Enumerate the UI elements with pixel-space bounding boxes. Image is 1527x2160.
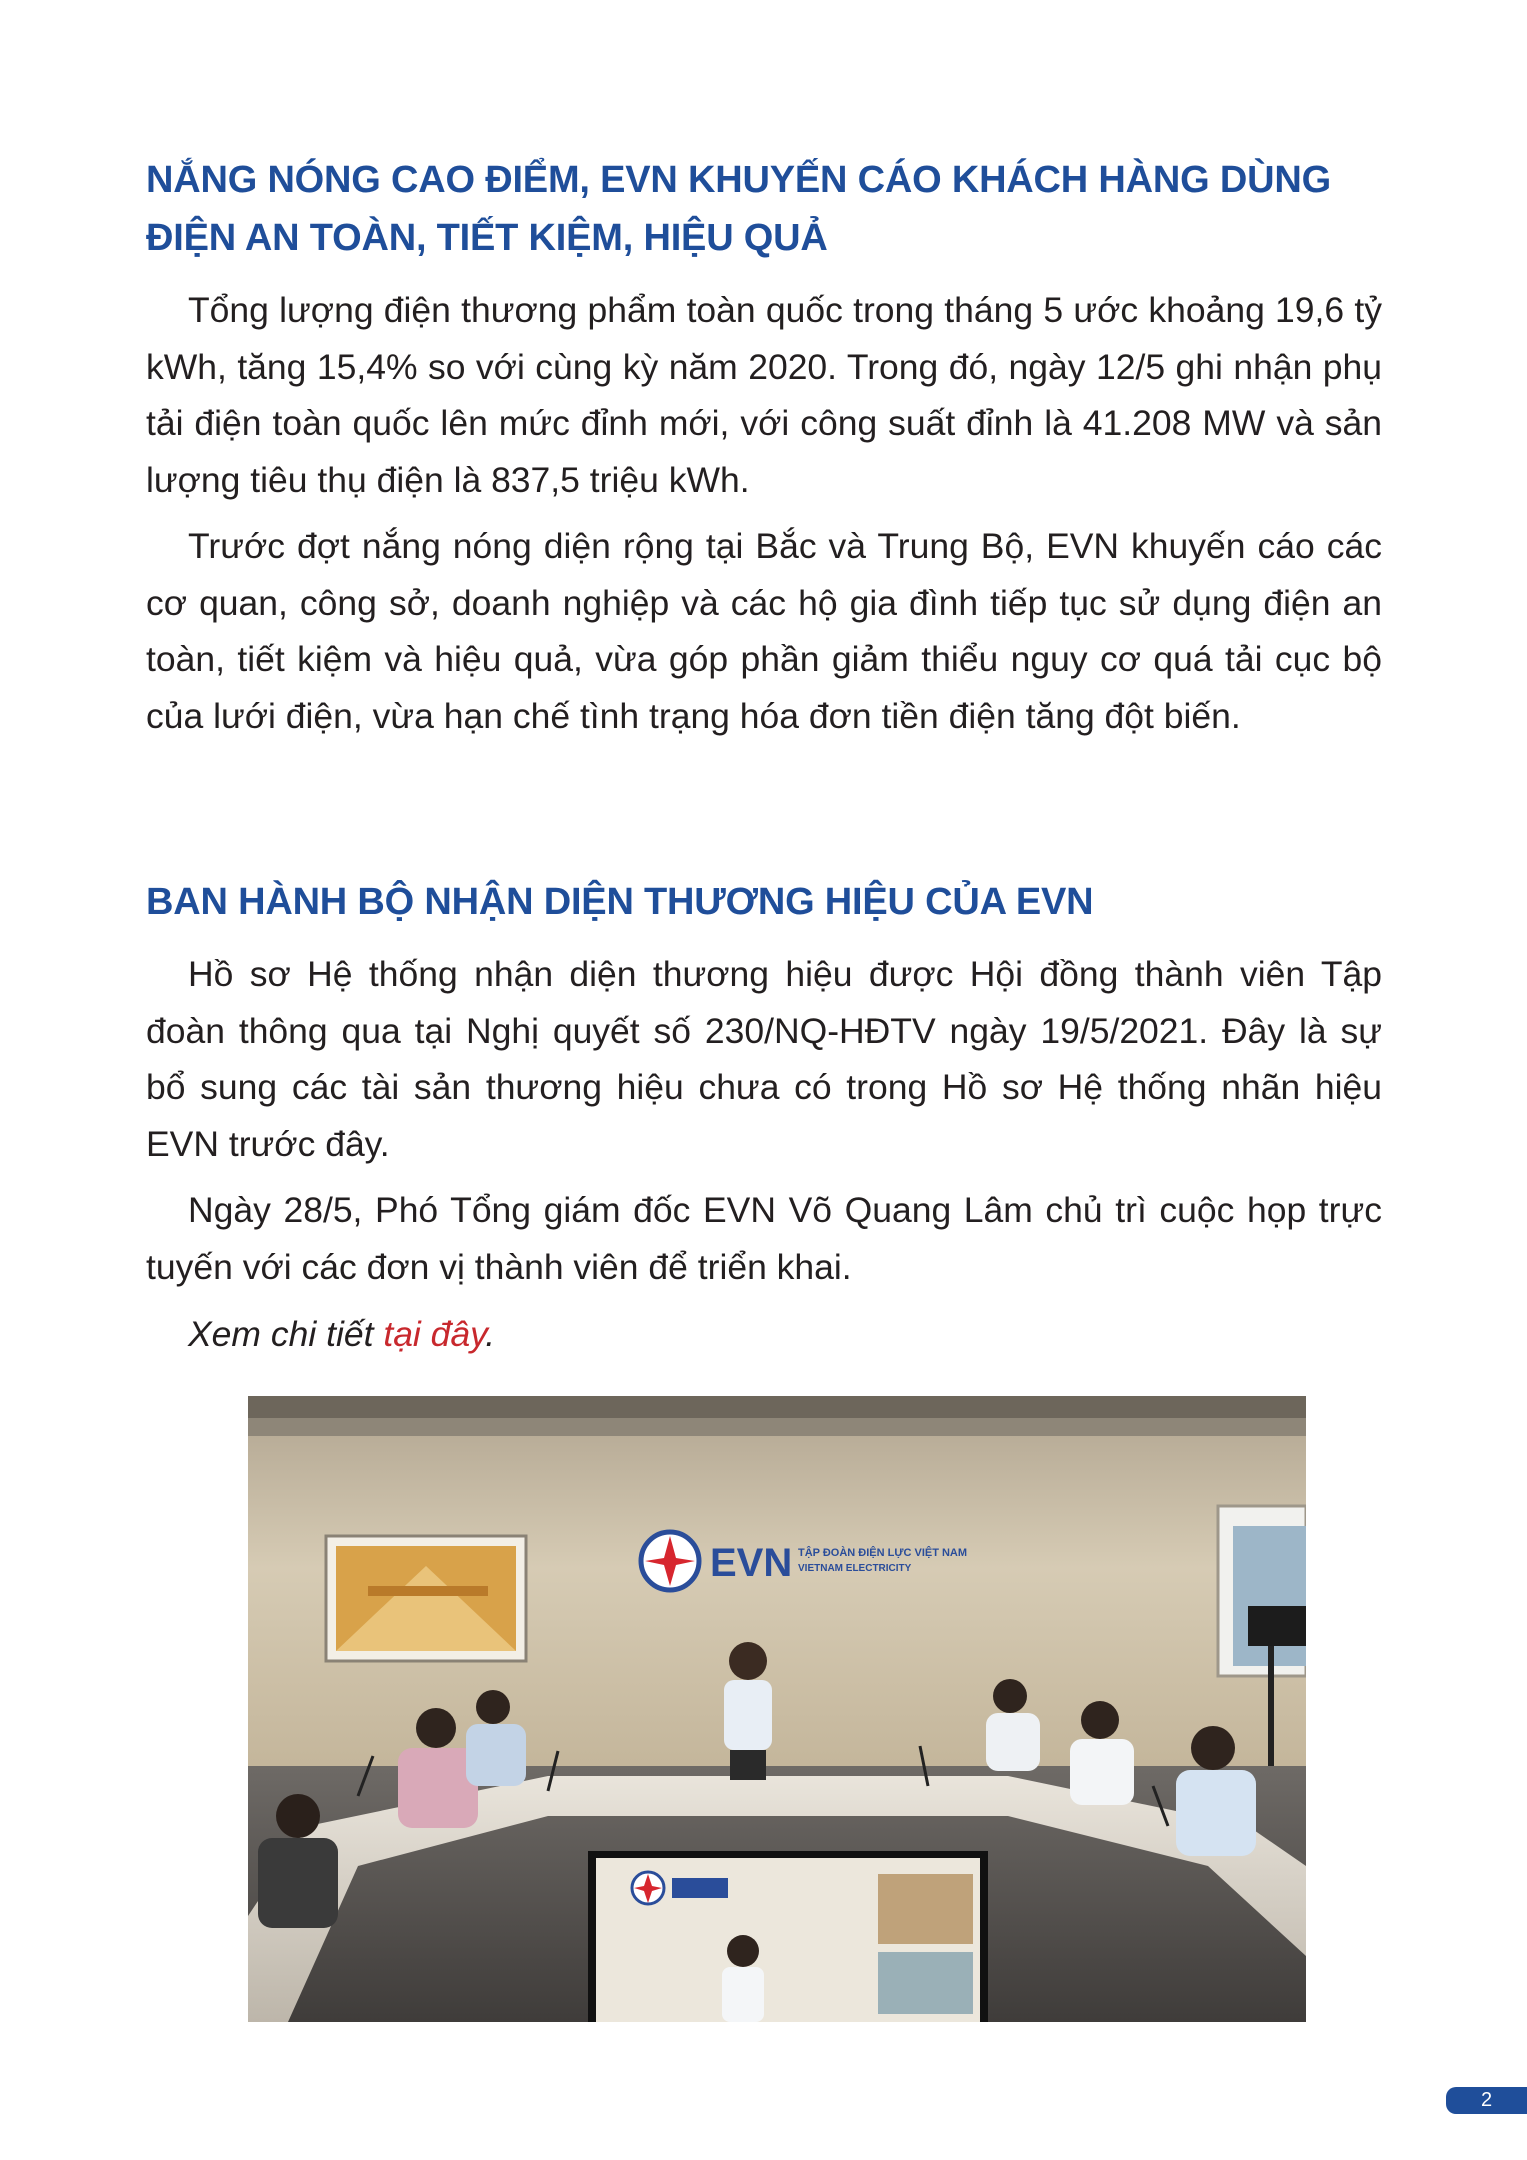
video-screen (588, 1851, 988, 2022)
paragraph-brand-resolution: Hồ sơ Hệ thống nhận diện thương hiệu được Hội đồng thành viên Tập đoàn thông qua tại Nghị quyết số 230/NQ-HĐTV ngày 19/5/2021. Đây là sự bổ sung các tài sản thương hiệu chưa có trong Hồ sơ Hệ thống nhãn hiệu EVN trước đây. (146, 954, 1382, 1164)
detail-line (146, 1306, 1382, 1363)
meeting-photo (248, 1396, 1306, 2022)
speaker-figure (724, 1642, 772, 1780)
evn-logo-text: EVN (710, 1541, 793, 1585)
detail-link[interactable]: tại đây (383, 1314, 486, 1354)
section-heading-brand-identity: BAN HÀNH BỘ NHẬN DIỆN THƯƠNG HIỆU CỦA EVN (146, 881, 1094, 923)
section-heading-heat-advisory: NẮNG NÓNG CAO ĐIỂM, EVN KHUYẾN CÁO KHÁCH HÀNG DÙNG ĐIỆN AN TOÀN, TIẾT KIỆM, HIỆU QUẢ (146, 159, 1331, 259)
evn-logo-subtitle-1: TẬP ĐOÀN ĐIỆN LỰC VIỆT NAM (798, 1547, 968, 1559)
evn-logo-subtitle-2: VIETNAM ELECTRICITY (798, 1563, 912, 1574)
paragraph-consumption: Tổng lượng điện thương phẩm toàn quốc trong tháng 5 ước khoảng 19,6 tỷ kWh, tăng 15,4% so với cùng kỳ năm 2020. Trong đó, ngày 12/5 ghi nhận phụ tải điện toàn quốc lên mức đỉnh mới, với công suất đỉnh là 41.208 MW và sản lượng tiêu thụ điện là 837,5 triệu kWh. (146, 290, 1382, 500)
detail-prefix: Xem chi tiết (188, 1314, 384, 1354)
detail-suffix: . (485, 1314, 496, 1354)
page-number-badge: 2 (1446, 2087, 1527, 2114)
paragraph-advisory: Trước đợt nắng nóng diện rộng tại Bắc và Trung Bộ, EVN khuyến cáo các cơ quan, công sở, doanh nghiệp và các hộ gia đình tiếp tục sử dụng điện an toàn, tiết kiệm và hiệu quả, vừa góp phần giảm thiểu nguy cơ quá tải cục bộ của lưới điện, vừa hạn chế tình trạng hóa đơn tiền điện tăng đột biến. (146, 526, 1382, 736)
paragraph-online-meeting: Ngày 28/5, Phó Tổng giám đốc EVN Võ Quang Lâm chủ trì cuộc họp trực tuyến với các đơn vị thành viên để triển khai. (146, 1190, 1382, 1287)
